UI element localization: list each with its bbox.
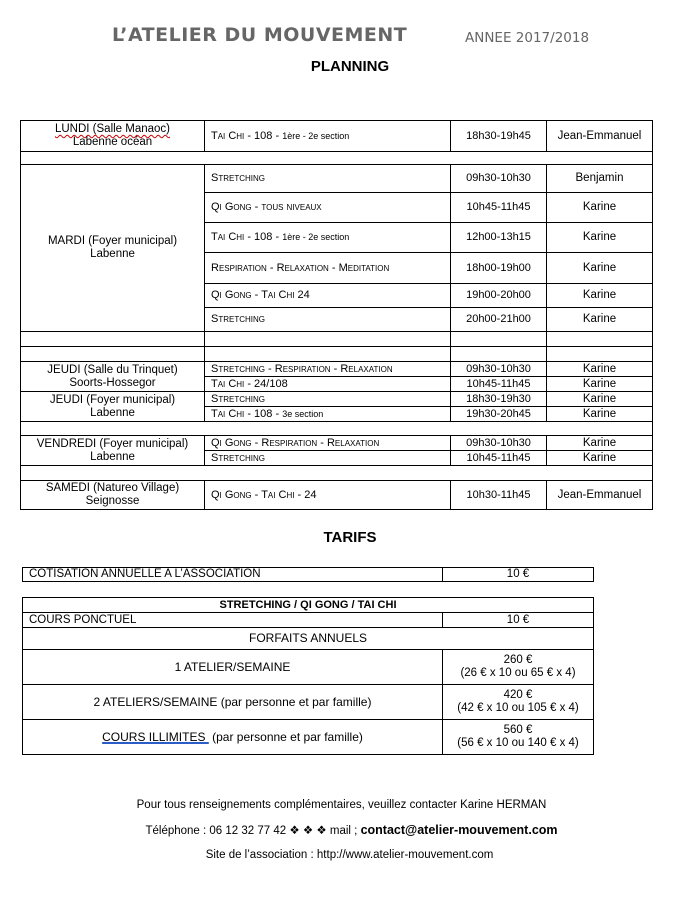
course-cell bbox=[205, 407, 451, 422]
location-line2: Labenne océan bbox=[72, 136, 153, 148]
teacher-cell: Jean-Emmanuel bbox=[547, 481, 653, 510]
table-row bbox=[23, 685, 594, 720]
teacher-cell: Karine bbox=[547, 223, 653, 253]
location-cell bbox=[21, 392, 205, 422]
contact-info: Pour tous renseignements complémentaires, veuillez contacter Karine HERMAN bbox=[136, 799, 547, 811]
forfait-label-rest: (par personne et par famille) bbox=[208, 729, 363, 744]
course-name: Tai Chi - 108 - bbox=[211, 407, 283, 420]
table-row bbox=[23, 628, 594, 650]
location-line1: SAMEDI (Natureo Village) bbox=[45, 482, 180, 494]
forfait-price-cell bbox=[443, 720, 594, 755]
teacher-cell: Karine bbox=[547, 407, 653, 422]
location-line2: Labenne bbox=[90, 248, 135, 260]
course-cell: Stretching bbox=[205, 392, 451, 407]
spacer-row bbox=[21, 347, 653, 362]
diamond-separator-icon: ❖ ❖ ❖ bbox=[289, 825, 327, 837]
time-cell: 10h45-11h45 bbox=[451, 193, 547, 223]
email-link[interactable]: contact@atelier-mouvement.com bbox=[360, 823, 558, 837]
course-cell: Stretching bbox=[205, 451, 451, 466]
time-cell: 19h30-20h45 bbox=[451, 407, 547, 422]
spacer-row bbox=[21, 422, 653, 436]
forfait-label-underlined: COURS ILLIMITES bbox=[102, 729, 209, 744]
mail-label: mail ; bbox=[329, 825, 361, 837]
time-cell: 12h00-13h15 bbox=[451, 223, 547, 253]
course-cell: Qi Gong - Respiration - Relaxation bbox=[205, 436, 451, 451]
forfait-detail: (56 € x 10 ou 140 € x 4) bbox=[457, 737, 579, 749]
forfait-detail: (42 € x 10 ou 105 € x 4) bbox=[457, 702, 579, 714]
course-cell: Respiration - Relaxation - Meditation bbox=[205, 253, 451, 284]
table-row bbox=[23, 613, 594, 628]
time-cell: 19h00-20h00 bbox=[451, 284, 547, 308]
teacher-cell: Karine bbox=[547, 193, 653, 223]
course-cell: Qi Gong - tous niveaux bbox=[205, 193, 451, 223]
location-line2: Labenne bbox=[90, 450, 135, 463]
time-cell: 09h30-10h30 bbox=[451, 436, 547, 451]
location-line2: Soorts-Hossegor bbox=[69, 376, 156, 389]
phone-number: Téléphone : 06 12 32 77 42 bbox=[145, 825, 287, 837]
forfait-price-cell bbox=[443, 650, 594, 685]
time-cell: 10h30-11h45 bbox=[451, 481, 547, 510]
table-row bbox=[21, 121, 653, 152]
teacher-cell: Karine bbox=[547, 308, 653, 332]
cotisation-price: 10 € bbox=[443, 568, 594, 582]
course-cell bbox=[205, 223, 451, 253]
forfait-price: 260 € bbox=[503, 654, 533, 666]
table-row bbox=[23, 568, 594, 582]
association-name: L’ATELIER DU MOUVEMENT bbox=[112, 24, 408, 46]
location-cell bbox=[21, 121, 205, 152]
table-row bbox=[23, 720, 594, 755]
pricing-table bbox=[22, 597, 594, 755]
teacher-cell: Karine bbox=[547, 451, 653, 466]
table-row bbox=[21, 392, 653, 407]
table-row bbox=[21, 362, 653, 377]
season-year: ANNEE 2017/2018 bbox=[465, 30, 590, 46]
course-cell: Stretching bbox=[205, 165, 451, 193]
planning-title: PLANNING bbox=[310, 58, 390, 75]
location-cell bbox=[21, 165, 205, 332]
ponctuel-price: 10 € bbox=[443, 613, 594, 628]
table-row bbox=[21, 165, 653, 193]
forfait-price: 420 € bbox=[503, 689, 533, 701]
forfaits-header: FORFAITS ANNUELS bbox=[23, 628, 594, 650]
location-line1: VENDREDI (Foyer municipal) bbox=[36, 437, 189, 450]
table-row bbox=[23, 598, 594, 613]
spacer-row bbox=[21, 466, 653, 481]
location-cell bbox=[21, 481, 205, 510]
time-cell: 18h30-19h30 bbox=[451, 392, 547, 407]
table-row bbox=[21, 436, 653, 451]
course-cell: Tai Chi - 24/108 bbox=[205, 377, 451, 392]
time-cell: 18h30-19h45 bbox=[451, 121, 547, 152]
time-cell: 10h45-11h45 bbox=[451, 377, 547, 392]
location-cell bbox=[21, 362, 205, 392]
teacher-cell: Karine bbox=[547, 436, 653, 451]
forfait-detail: (26 € x 10 ou 65 € x 4) bbox=[460, 667, 576, 679]
table-row bbox=[23, 650, 594, 685]
time-cell: 20h00-21h00 bbox=[451, 308, 547, 332]
time-cell: 09h30-10h30 bbox=[451, 165, 547, 193]
time-cell: 10h45-11h45 bbox=[451, 451, 547, 466]
spacer-row bbox=[21, 332, 653, 347]
website-info[interactable]: Site de l’association : http://www.atelier-mouvement.com bbox=[205, 849, 494, 861]
teacher-cell: Benjamin bbox=[547, 165, 653, 193]
course-section: 1ère - 2e section bbox=[282, 232, 350, 242]
cotisation-table bbox=[22, 567, 594, 582]
course-cell: Stretching - Respiration - Relaxation bbox=[205, 362, 451, 377]
cotisation-label: COTISATION ANNUELLE A L’ASSOCIATION bbox=[23, 568, 443, 582]
course-section: 3e section bbox=[282, 408, 324, 419]
location-line1: LUNDI (Salle Manaoc) bbox=[54, 123, 171, 135]
course-cell bbox=[205, 121, 451, 152]
time-cell: 09h30-10h30 bbox=[451, 362, 547, 377]
course-cell: Stretching bbox=[205, 308, 451, 332]
location-line2: Seignosse bbox=[85, 495, 140, 507]
teacher-cell: Karine bbox=[547, 253, 653, 284]
section-header: STRETCHING / QI GONG / TAI CHI bbox=[23, 598, 594, 613]
tarifs-title: TARIFS bbox=[323, 529, 377, 546]
location-line1: MARDI (Foyer municipal) bbox=[47, 235, 178, 247]
ponctuel-label: COURS PONCTUEL bbox=[23, 613, 443, 628]
teacher-cell: Karine bbox=[547, 377, 653, 392]
course-section: 1ère - 2e section bbox=[282, 130, 350, 141]
course-cell: Qi Gong - Tai Chi - 24 bbox=[205, 481, 451, 510]
forfait-label: 2 ATELIERS/SEMAINE (par personne et par famille) bbox=[23, 685, 443, 720]
location-cell bbox=[21, 436, 205, 466]
course-cell: Qi Gong - Tai Chi 24 bbox=[205, 284, 451, 308]
teacher-cell: Jean-Emmanuel bbox=[547, 121, 653, 152]
location-line1: JEUDI (Salle du Trinquet) bbox=[47, 363, 178, 376]
course-name: Tai Chi - 108 - bbox=[211, 231, 283, 243]
teacher-cell: Karine bbox=[547, 284, 653, 308]
teacher-cell: Karine bbox=[547, 392, 653, 407]
forfait-price: 560 € bbox=[503, 724, 533, 736]
location-line1: JEUDI (Foyer municipal) bbox=[49, 393, 176, 406]
spacer-row bbox=[21, 152, 653, 165]
table-row bbox=[21, 481, 653, 510]
forfait-price-cell bbox=[443, 685, 594, 720]
time-cell: 18h00-19h00 bbox=[451, 253, 547, 284]
planning-table bbox=[20, 120, 653, 510]
course-name: Tai Chi - 108 - bbox=[211, 129, 283, 142]
contact-line bbox=[10, 823, 683, 837]
forfait-label bbox=[23, 720, 443, 755]
forfait-label: 1 ATELIER/SEMAINE bbox=[23, 650, 443, 685]
location-line2: Labenne bbox=[90, 406, 135, 419]
teacher-cell: Karine bbox=[547, 362, 653, 377]
